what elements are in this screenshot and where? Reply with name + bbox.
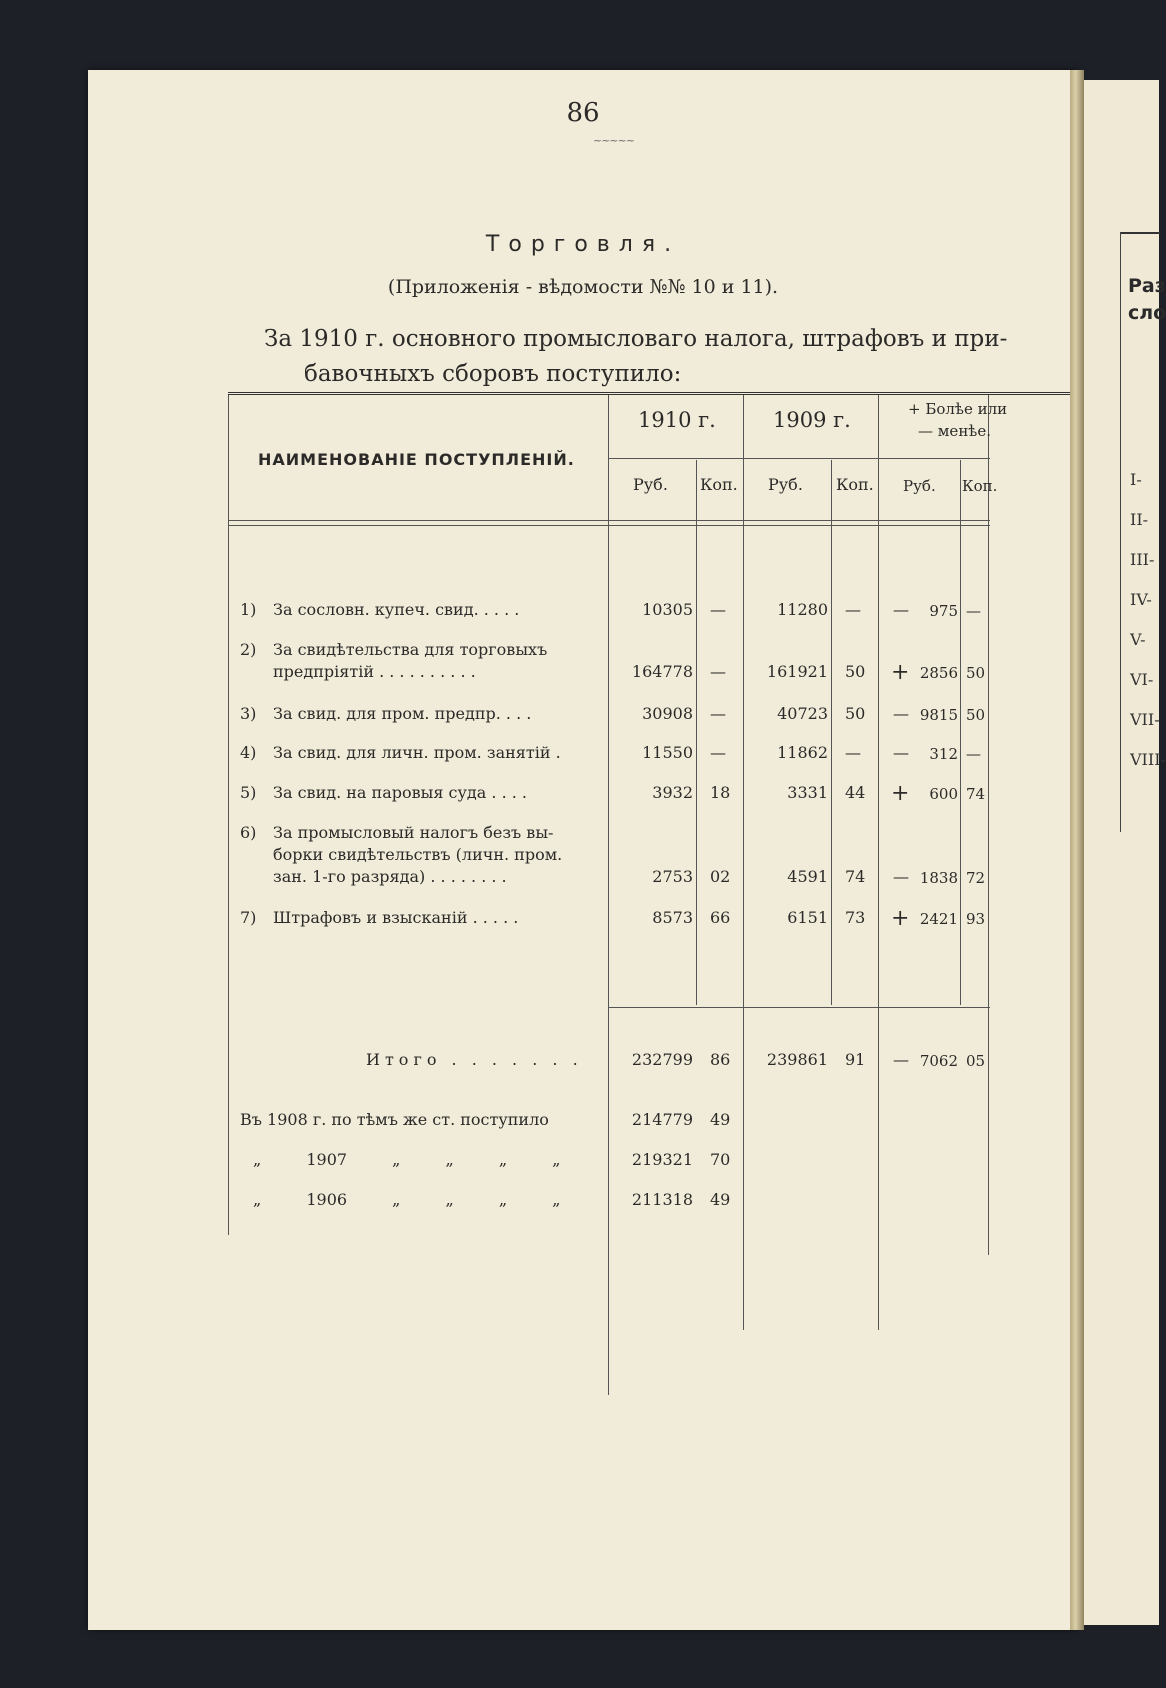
- cell-kop-diff: 50: [966, 706, 986, 724]
- cell-kop-1910: 02: [710, 867, 731, 886]
- book-page: [88, 70, 1078, 1630]
- header-name: НАИМЕНОВАНІЕ ПОСТУПЛЕНІЙ.: [258, 450, 575, 469]
- row-name: За сословн. купеч. свид. . . . .: [273, 600, 520, 619]
- cell-kop-1909: 50: [845, 662, 866, 681]
- intro-paragraph: [264, 322, 1054, 392]
- cell-rub-1910: 30908: [642, 704, 693, 723]
- col-divider: [831, 460, 832, 1005]
- neighbor-roman: III-: [1130, 550, 1155, 569]
- cell-sign: —: [893, 867, 909, 886]
- cell-rub-diff: 2856: [919, 664, 958, 682]
- neighbor-roman: VII-: [1130, 710, 1160, 729]
- cell-kop-diff: 72: [966, 869, 986, 887]
- cell-rub-diff: 312: [929, 745, 958, 763]
- cell-rub-1910: 11550: [642, 743, 693, 762]
- cell-kop-1909: 44: [845, 783, 866, 802]
- cell-rub-diff: 975: [929, 602, 958, 620]
- prior-kop: 49: [710, 1110, 731, 1129]
- cell-rub-1910: 164778: [631, 662, 693, 681]
- cell-rub-1909: 3331: [787, 783, 828, 802]
- cell-rub-diff: 2421: [919, 910, 958, 928]
- col-divider: [988, 395, 989, 1255]
- cell-kop-1910: —: [710, 704, 726, 723]
- cell-rub-1909: 11280: [777, 600, 828, 619]
- cell-kop-1910: —: [710, 743, 726, 762]
- neighbor-page: [1084, 80, 1166, 1625]
- total-rub-diff: 7062: [919, 1052, 958, 1070]
- row-number: 6): [240, 823, 257, 842]
- row-name: За свид. для пром. предпр. . . .: [273, 704, 532, 723]
- cell-kop-1910: —: [710, 662, 726, 681]
- cell-rub-1909: 161921: [766, 662, 828, 681]
- row-number: 4): [240, 743, 257, 762]
- header-diff-2: — менѣе.: [918, 422, 992, 440]
- neighbor-word: сло: [1128, 302, 1166, 324]
- row-number: 7): [240, 908, 257, 927]
- cell-kop-1909: —: [845, 743, 861, 762]
- cell-sign: +: [891, 660, 910, 685]
- total-kop-1910: 86: [710, 1050, 731, 1069]
- decorative-squiggle: ~~~~~: [593, 134, 635, 147]
- cell-rub-1909: 6151: [787, 908, 828, 927]
- cell-kop-1910: 66: [710, 908, 731, 927]
- cell-kop-1910: —: [710, 600, 726, 619]
- cell-sign: +: [891, 781, 910, 806]
- prior-rub: 211318: [631, 1190, 693, 1209]
- header-kop-diff: Коп.: [962, 477, 998, 495]
- neighbor-border: [1120, 232, 1121, 832]
- neighbor-roman: VI-: [1130, 670, 1154, 689]
- intro-line-1: За 1910 г. основного промысловаго налога, штрафовъ и при-: [264, 326, 1008, 352]
- section-subtitle: (Приложенія - вѣдомости №№ 10 и 11).: [387, 276, 779, 298]
- prior-label: Въ 1908 г. по тѣмъ же ст. поступило: [240, 1110, 549, 1129]
- total-rule: [608, 1007, 990, 1008]
- neighbor-word: Раз: [1128, 275, 1166, 297]
- header-kop-1909: Коп.: [836, 475, 874, 494]
- cell-kop-1909: —: [845, 600, 861, 619]
- cell-kop-1909: 74: [845, 867, 866, 886]
- cell-sign: +: [891, 906, 910, 931]
- header-bottom-rule: [228, 520, 990, 521]
- header-diff-1: + Болѣе или: [908, 400, 1008, 418]
- neighbor-roman: IV-: [1130, 590, 1152, 609]
- neighbor-roman: VIII-: [1130, 750, 1166, 769]
- cell-rub-1909: 4591: [787, 867, 828, 886]
- header-1909: 1909 г.: [773, 408, 851, 432]
- cell-rub-1909: 11862: [777, 743, 828, 762]
- cell-rub-1910: 2753: [652, 867, 693, 886]
- cell-rub-1910: 3932: [652, 783, 693, 802]
- prior-rub: 214779: [631, 1110, 693, 1129]
- row-name-cont: предпріятій . . . . . . . . . .: [273, 662, 476, 681]
- row-name-cont: борки свидѣтельствъ (личн. пром.: [273, 845, 563, 864]
- header-kop-1910: Коп.: [700, 475, 738, 494]
- cell-kop-diff: 50: [966, 664, 986, 682]
- header-rub-1909: Руб.: [768, 475, 803, 494]
- total-label: Итого . . . . . . .: [366, 1050, 583, 1069]
- cell-rub-diff: 1838: [919, 869, 958, 887]
- prior-label: „ 1907 „ „ „ „: [253, 1150, 561, 1169]
- cell-sign: —: [893, 704, 909, 723]
- intro-line-2: бавочныхъ сборовъ поступило:: [304, 361, 682, 387]
- prior-kop: 49: [710, 1190, 731, 1209]
- prior-label: „ 1906 „ „ „ „: [253, 1190, 561, 1209]
- cell-kop-diff: —: [966, 745, 981, 763]
- book-spine: [1070, 70, 1084, 1630]
- table-left-border: [228, 395, 229, 1235]
- cell-rub-1910: 10305: [642, 600, 693, 619]
- col-divider: [960, 460, 961, 1005]
- neighbor-roman: I-: [1130, 470, 1142, 489]
- table-top-rule: [228, 392, 1078, 395]
- total-kop-diff: 05: [966, 1052, 986, 1070]
- cell-rub-diff: 9815: [919, 706, 958, 724]
- row-name: За свид. на паровыя суда . . . .: [273, 783, 527, 802]
- section-title: Торговля.: [485, 232, 681, 257]
- total-rub-1909: 239861: [766, 1050, 828, 1069]
- page-number: 86: [566, 98, 600, 128]
- neighbor-roman: V-: [1130, 630, 1146, 649]
- col-divider: [608, 395, 609, 1395]
- cell-kop-1910: 18: [710, 783, 731, 802]
- row-name: За свидѣтельства для торговыхъ: [273, 640, 548, 659]
- cell-kop-diff: 93: [966, 910, 986, 928]
- cell-sign: —: [893, 743, 909, 762]
- col-divider: [696, 460, 697, 1005]
- row-number: 5): [240, 783, 257, 802]
- header-subrule: [608, 458, 990, 459]
- cell-rub-1910: 8573: [652, 908, 693, 927]
- col-divider: [878, 395, 879, 1330]
- row-number: 3): [240, 704, 257, 723]
- header-bottom-rule-2: [228, 525, 990, 526]
- row-name: За свид. для личн. пром. занятій .: [273, 743, 561, 762]
- cell-kop-1909: 50: [845, 704, 866, 723]
- total-sign: —: [893, 1050, 909, 1069]
- col-divider: [743, 395, 744, 1330]
- total-rub-1910: 232799: [631, 1050, 693, 1069]
- row-name-cont: зан. 1-го разряда) . . . . . . . .: [273, 867, 507, 886]
- prior-kop: 70: [710, 1150, 731, 1169]
- cell-rub-1909: 40723: [777, 704, 828, 723]
- total-kop-1909: 91: [845, 1050, 866, 1069]
- row-number: 1): [240, 600, 257, 619]
- cell-kop-diff: 74: [966, 785, 986, 803]
- header-1910: 1910 г.: [638, 408, 716, 432]
- prior-rub: 219321: [631, 1150, 693, 1169]
- neighbor-rule: [1120, 232, 1160, 234]
- cell-kop-diff: —: [966, 602, 981, 620]
- header-rub-1910: Руб.: [633, 475, 668, 494]
- cell-sign: —: [893, 600, 909, 619]
- row-number: 2): [240, 640, 257, 659]
- neighbor-roman: II-: [1130, 510, 1149, 529]
- row-name: Штрафовъ и взысканій . . . . .: [273, 908, 519, 927]
- header-rub-diff: Руб.: [903, 477, 936, 495]
- cell-kop-1909: 73: [845, 908, 866, 927]
- row-name: За промысловый налогъ безъ вы-: [273, 823, 554, 842]
- cell-rub-diff: 600: [929, 785, 958, 803]
